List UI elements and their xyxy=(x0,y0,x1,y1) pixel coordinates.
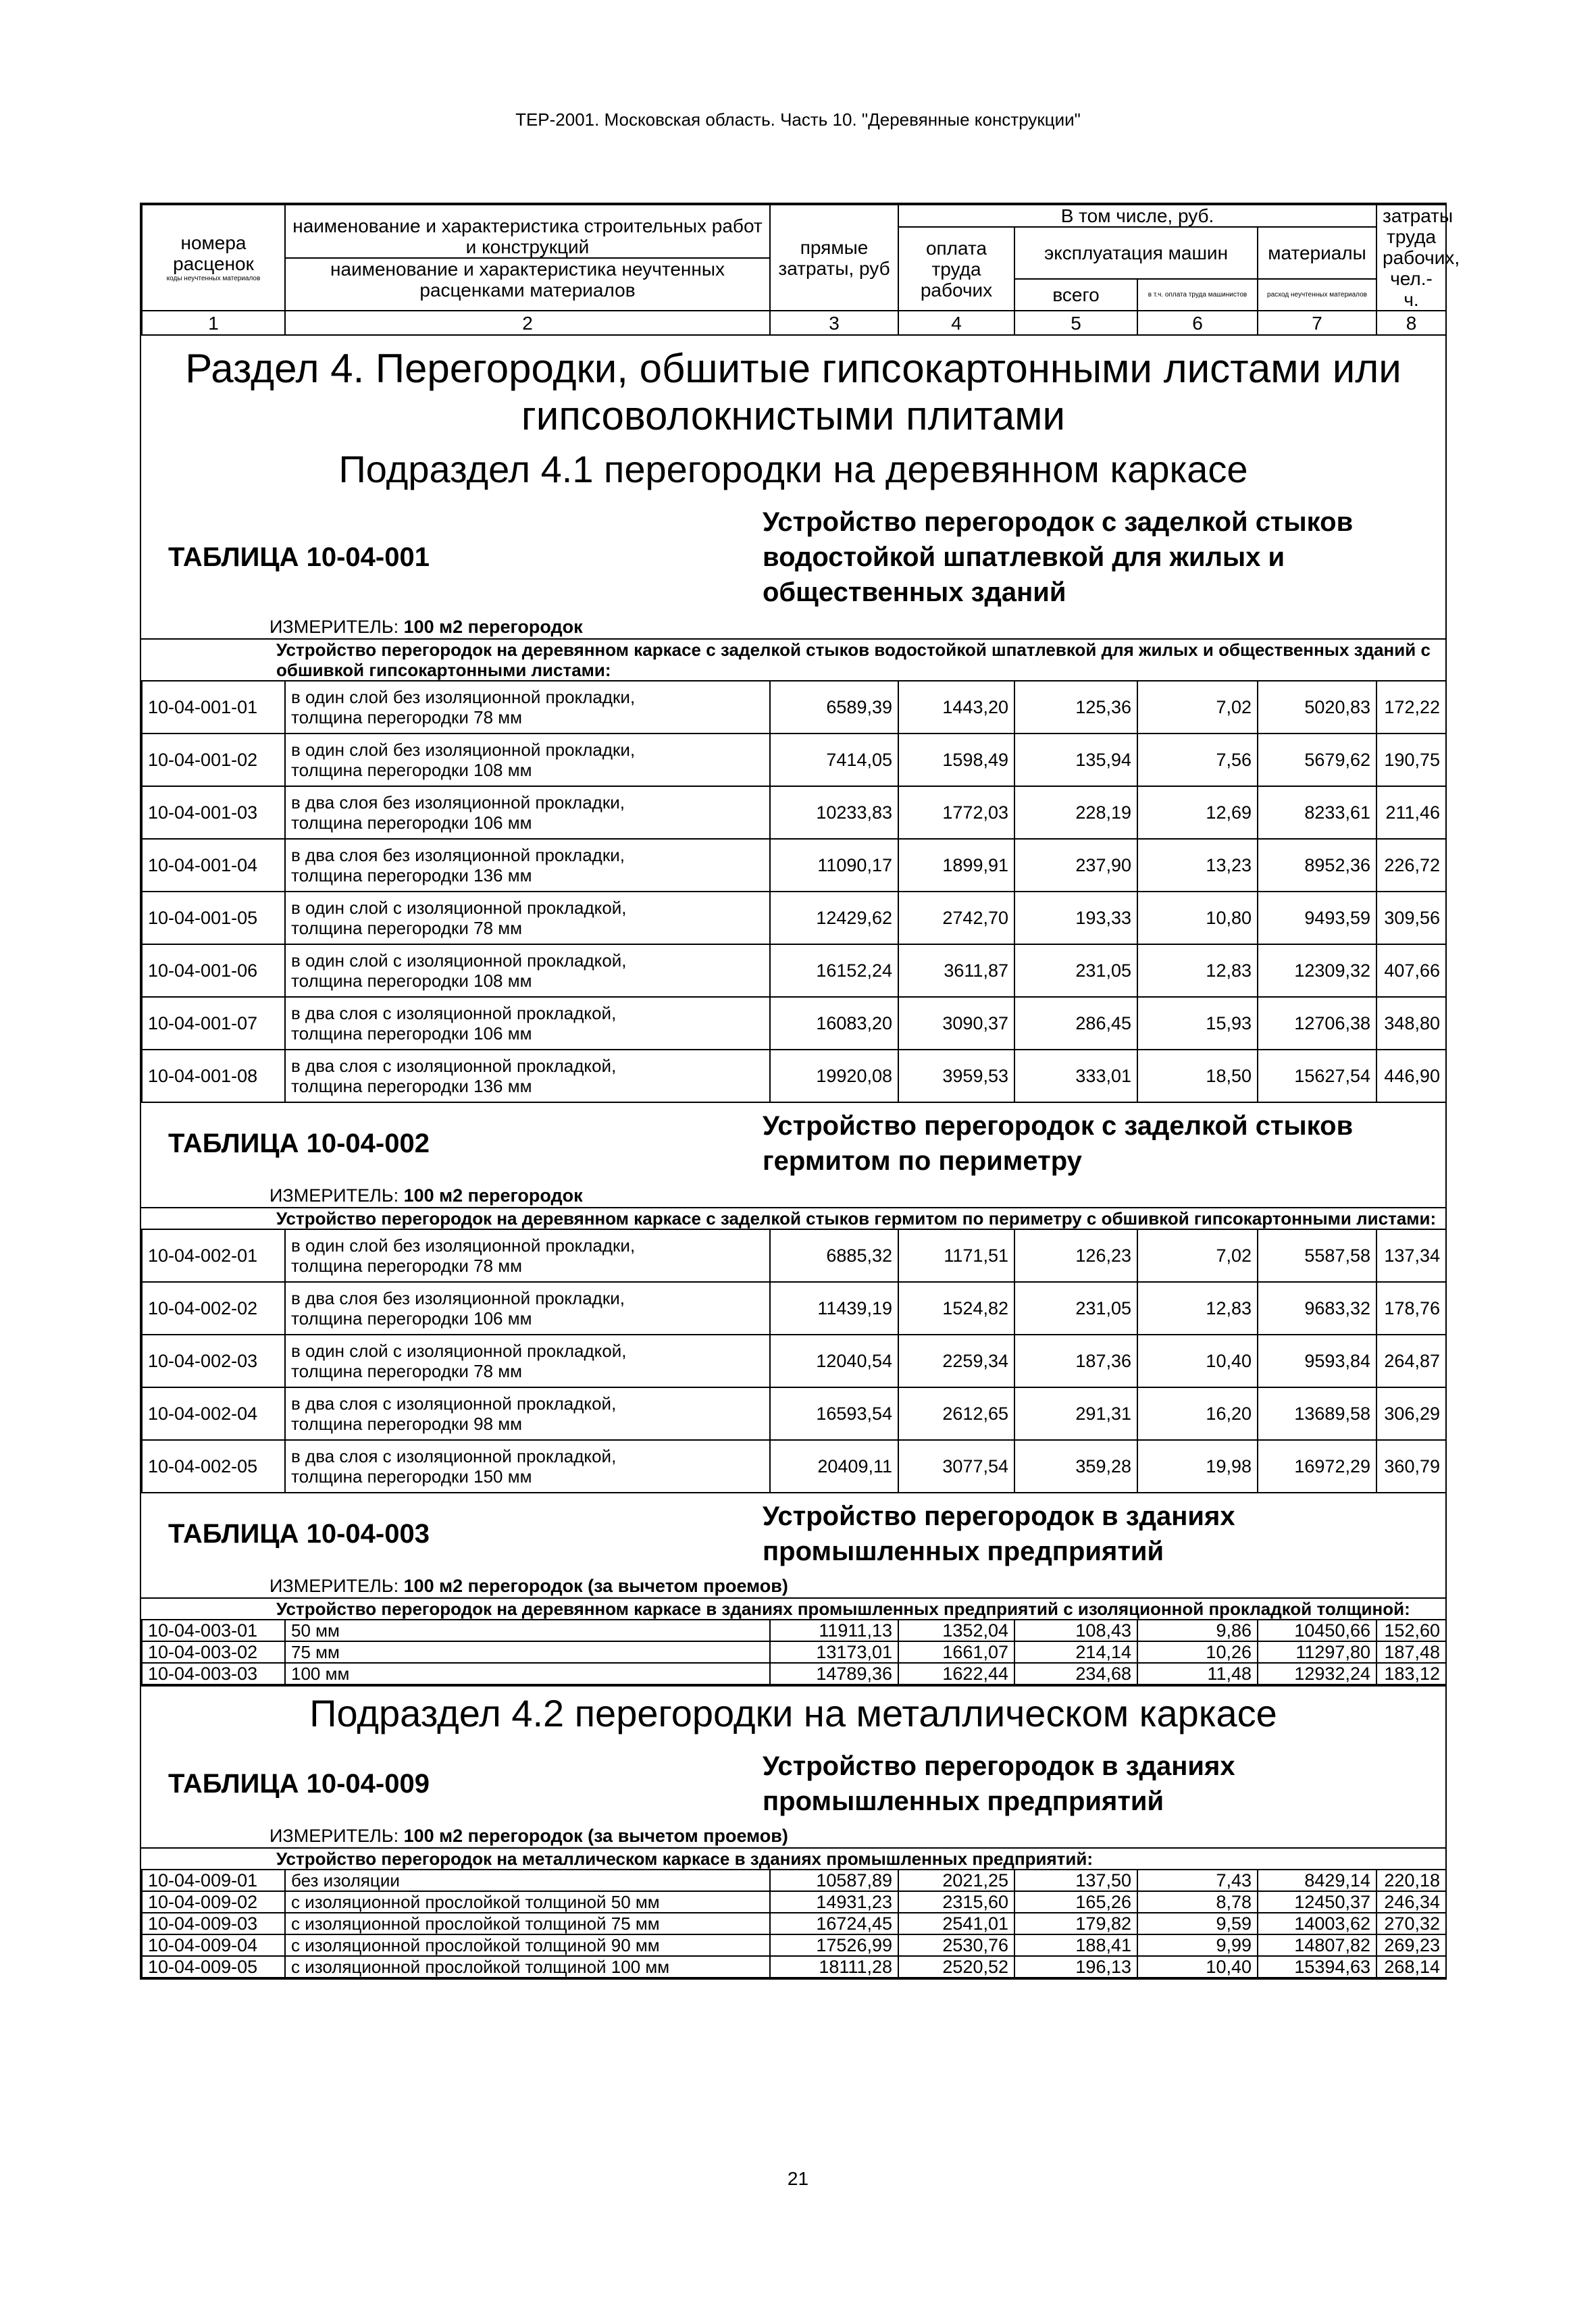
meter: ИЗМЕРИТЕЛЬ: 100 м2 перегородок (за вычетом проемов) xyxy=(269,1826,788,1846)
column-number: 6 xyxy=(1137,311,1258,335)
rate-value: 10,80 xyxy=(1137,892,1258,944)
rate-value: 19,98 xyxy=(1137,1440,1258,1493)
rate-code: 10-04-003-01 xyxy=(142,1620,285,1641)
rate-description: с изоляционной прослойкой толщиной 50 мм xyxy=(285,1891,770,1913)
rate-value: 187,36 xyxy=(1014,1335,1137,1387)
rate-value: 309,56 xyxy=(1376,892,1446,944)
rate-value: 12040,54 xyxy=(770,1335,898,1387)
rate-value: 7,56 xyxy=(1137,734,1258,786)
rate-value: 7,02 xyxy=(1137,681,1258,734)
rate-value: 246,34 xyxy=(1376,1891,1446,1913)
rate-value: 2742,70 xyxy=(898,892,1014,944)
rate-value: 214,14 xyxy=(1014,1641,1137,1663)
rates-table xyxy=(141,1869,1447,1978)
rate-value: 306,29 xyxy=(1376,1387,1446,1440)
rate-code: 10-04-009-03 xyxy=(142,1913,285,1934)
rate-code: 10-04-001-04 xyxy=(142,839,285,892)
rate-value: 183,12 xyxy=(1376,1663,1446,1685)
table-row xyxy=(142,734,1446,786)
rate-value: 9,86 xyxy=(1137,1620,1258,1641)
meter: ИЗМЕРИТЕЛЬ: 100 м2 перегородок xyxy=(269,1185,583,1206)
rate-code: 10-04-002-01 xyxy=(142,1229,285,1282)
rate-value: 15627,54 xyxy=(1258,1050,1376,1102)
table-title: Устройство перегородок с заделкой стыков гермитом по периметру xyxy=(763,1111,1354,1176)
rate-description: с изоляционной прослойкой толщиной 75 мм xyxy=(285,1913,770,1934)
rate-value: 137,50 xyxy=(1014,1870,1137,1891)
rate-value: 5020,83 xyxy=(1258,681,1376,734)
rate-description: в два слоя без изоляционной прокладки, толщина перегородки 106 мм xyxy=(285,786,770,839)
header-wages: оплата труда рабочих xyxy=(898,227,1014,311)
rate-description: в один слой без изоляционной прокладки, толщина перегородки 108 мм xyxy=(285,734,770,786)
rate-value: 188,41 xyxy=(1014,1934,1137,1956)
rate-code: 10-04-001-08 xyxy=(142,1050,285,1102)
rate-value: 360,79 xyxy=(1376,1440,1446,1493)
header-labor: затраты труда рабочих, чел.-ч. xyxy=(1376,205,1446,311)
section-title: Раздел 4. Перегородки, обшитые гипсокартонными листами или гипсоволокнистыми плитами xyxy=(185,346,1401,438)
rate-value: 1524,82 xyxy=(898,1282,1014,1335)
rate-value: 3611,87 xyxy=(898,944,1014,997)
table-row xyxy=(142,1891,1446,1913)
rate-code: 10-04-001-02 xyxy=(142,734,285,786)
rate-value: 11297,80 xyxy=(1258,1641,1376,1663)
rate-value: 187,48 xyxy=(1376,1641,1446,1663)
rate-value: 2315,60 xyxy=(898,1891,1014,1913)
rate-value: 10,40 xyxy=(1137,1335,1258,1387)
rate-value: 286,45 xyxy=(1014,997,1137,1050)
rate-value: 196,13 xyxy=(1014,1956,1137,1978)
rate-value: 8233,61 xyxy=(1258,786,1376,839)
rate-value: 10450,66 xyxy=(1258,1620,1376,1641)
table-id: ТАБЛИЦА 10-04-003 xyxy=(168,1518,430,1549)
header-names: наименование и характеристика строительных работ и конструкций наименование и характеристика неучтенных расценками материалов xyxy=(285,205,770,311)
rate-description: в два слоя без изоляционной прокладки, толщина перегородки 136 мм xyxy=(285,839,770,892)
rate-code: 10-04-001-06 xyxy=(142,944,285,997)
table-row xyxy=(142,1870,1446,1891)
rate-value: 12429,62 xyxy=(770,892,898,944)
rate-value: 12,69 xyxy=(1137,786,1258,839)
rate-code: 10-04-009-05 xyxy=(142,1956,285,1978)
rate-code: 10-04-009-01 xyxy=(142,1870,285,1891)
rate-code: 10-04-009-04 xyxy=(142,1934,285,1956)
column-number: 3 xyxy=(770,311,898,335)
rate-value: 152,60 xyxy=(1376,1620,1446,1641)
table-row xyxy=(142,839,1446,892)
rate-value: 135,94 xyxy=(1014,734,1137,786)
table-row xyxy=(142,892,1446,944)
group-caption: Устройство перегородок на деревянном каркасе с заделкой стыков водостойкой шпатлевкой для жилых и общественных зданий с обшивкой гипсокартонными листами: xyxy=(141,638,1445,680)
rate-value: 348,80 xyxy=(1376,997,1446,1050)
rate-value: 18,50 xyxy=(1137,1050,1258,1102)
rate-code: 10-04-002-04 xyxy=(142,1387,285,1440)
table-row xyxy=(142,1387,1446,1440)
rate-code: 10-04-001-05 xyxy=(142,892,285,944)
column-number: 2 xyxy=(285,311,770,335)
rate-description: в два слоя с изоляционной прокладкой, толщина перегородки 150 мм xyxy=(285,1440,770,1493)
rate-value: 18111,28 xyxy=(770,1956,898,1978)
rate-value: 1598,49 xyxy=(898,734,1014,786)
table-row xyxy=(142,1050,1446,1102)
rate-value: 231,05 xyxy=(1014,1282,1137,1335)
table-heading xyxy=(141,499,1445,615)
rate-value: 11439,19 xyxy=(770,1282,898,1335)
price-table xyxy=(141,1493,1445,1685)
rate-value: 5587,58 xyxy=(1258,1229,1376,1282)
table-row xyxy=(142,1663,1446,1685)
rate-value: 1772,03 xyxy=(898,786,1014,839)
rate-value: 234,68 xyxy=(1014,1663,1137,1685)
rate-value: 3090,37 xyxy=(898,997,1014,1050)
rate-description: без изоляции xyxy=(285,1870,770,1891)
rate-value: 16083,20 xyxy=(770,997,898,1050)
rate-description: в один слой с изоляционной прокладкой, толщина перегородки 108 мм xyxy=(285,944,770,997)
rate-description: в один слой с изоляционной прокладкой, толщина перегородки 78 мм xyxy=(285,892,770,944)
rate-description: в два слоя с изоляционной прокладкой, толщина перегородки 106 мм xyxy=(285,997,770,1050)
rate-value: 5679,62 xyxy=(1258,734,1376,786)
subsection-title: Подраздел 4.2 перегородки на металлическом каркасе xyxy=(141,1685,1445,1743)
rate-value: 269,23 xyxy=(1376,1934,1446,1956)
rate-value: 211,46 xyxy=(1376,786,1446,839)
rate-value: 9683,32 xyxy=(1258,1282,1376,1335)
rate-value: 16,20 xyxy=(1137,1387,1258,1440)
rate-value: 2530,76 xyxy=(898,1934,1014,1956)
header-codes: номера расценок коды неучтенных материалов xyxy=(142,205,285,311)
rate-value: 1899,91 xyxy=(898,839,1014,892)
rate-value: 13689,58 xyxy=(1258,1387,1376,1440)
rate-code: 10-04-002-02 xyxy=(142,1282,285,1335)
rate-value: 15394,63 xyxy=(1258,1956,1376,1978)
rate-description: в один слой без изоляционной прокладки, толщина перегородки 78 мм xyxy=(285,681,770,734)
rate-value: 16593,54 xyxy=(770,1387,898,1440)
rate-code: 10-04-001-01 xyxy=(142,681,285,734)
rate-code: 10-04-003-02 xyxy=(142,1641,285,1663)
table-id: ТАБЛИЦА 10-04-002 xyxy=(168,1128,430,1158)
rate-value: 407,66 xyxy=(1376,944,1446,997)
header-machines: эксплуатация машин xyxy=(1014,227,1258,279)
rate-code: 10-04-001-03 xyxy=(142,786,285,839)
rate-value: 16724,45 xyxy=(770,1913,898,1934)
meter: ИЗМЕРИТЕЛЬ: 100 м2 перегородок (за вычетом проемов) xyxy=(269,1576,788,1596)
rate-value: 226,72 xyxy=(1376,839,1446,892)
rate-value: 16972,29 xyxy=(1258,1440,1376,1493)
rate-code: 10-04-001-07 xyxy=(142,997,285,1050)
rate-value: 12706,38 xyxy=(1258,997,1376,1050)
rate-description: 75 мм xyxy=(285,1641,770,1663)
meter: ИЗМЕРИТЕЛЬ: 100 м2 перегородок xyxy=(269,617,583,637)
group-caption: Устройство перегородок на деревянном каркасе в зданиях промышленных предприятий с изоляционной прокладкой толщиной: xyxy=(141,1597,1445,1619)
rate-value: 291,31 xyxy=(1014,1387,1137,1440)
rates-table xyxy=(141,1619,1447,1685)
rate-value: 9593,84 xyxy=(1258,1335,1376,1387)
rate-value: 1352,04 xyxy=(898,1620,1014,1641)
rate-code: 10-04-002-03 xyxy=(142,1335,285,1387)
rate-value: 19920,08 xyxy=(770,1050,898,1102)
rates-table xyxy=(141,1229,1447,1493)
rate-value: 3077,54 xyxy=(898,1440,1014,1493)
rate-value: 11,48 xyxy=(1137,1663,1258,1685)
rate-description: в один слой с изоляционной прокладкой, толщина перегородки 78 мм xyxy=(285,1335,770,1387)
page-header: ТЕР-2001. Московская область. Часть 10. "Деревянные конструкции" xyxy=(515,109,1081,130)
table-title: Устройство перегородок с заделкой стыков водостойкой шпатлевкой для жилых и общественных зданий xyxy=(763,507,1354,607)
price-sheet xyxy=(140,203,1460,1980)
rate-value: 1622,44 xyxy=(898,1663,1014,1685)
rate-value: 8,78 xyxy=(1137,1891,1258,1913)
rate-description: в два слоя с изоляционной прокладкой, толщина перегородки 136 мм xyxy=(285,1050,770,1102)
rate-value: 8952,36 xyxy=(1258,839,1376,892)
rate-value: 10,26 xyxy=(1137,1641,1258,1663)
rate-value: 2021,25 xyxy=(898,1870,1014,1891)
rate-value: 108,43 xyxy=(1014,1620,1137,1641)
rate-code: 10-04-009-02 xyxy=(142,1891,285,1913)
rate-value: 9493,59 xyxy=(1258,892,1376,944)
table-title: Устройство перегородок в зданиях промышленных предприятий xyxy=(763,1751,1235,1816)
rate-value: 14931,23 xyxy=(770,1891,898,1913)
table-row xyxy=(142,1229,1446,1282)
rate-value: 16152,24 xyxy=(770,944,898,997)
header-materials: материалы xyxy=(1258,227,1376,279)
rate-value: 10233,83 xyxy=(770,786,898,839)
rate-code: 10-04-002-05 xyxy=(142,1440,285,1493)
rate-value: 165,26 xyxy=(1014,1891,1137,1913)
header-including: В том числе, руб. xyxy=(898,205,1376,227)
rate-value: 11090,17 xyxy=(770,839,898,892)
rate-description: 50 мм xyxy=(285,1620,770,1641)
rate-value: 1171,51 xyxy=(898,1229,1014,1282)
rate-value: 2520,52 xyxy=(898,1956,1014,1978)
group-caption: Устройство перегородок на деревянном каркасе с заделкой стыков гермитом по периметру с обшивкой гипсокартонными листами: xyxy=(141,1207,1445,1229)
table-heading xyxy=(141,1103,1445,1184)
rate-description: с изоляционной прослойкой толщиной 100 мм xyxy=(285,1956,770,1978)
rate-value: 7,02 xyxy=(1137,1229,1258,1282)
header-machinist-wages: в т.ч. оплата труда машинистов xyxy=(1137,279,1258,311)
rate-value: 8429,14 xyxy=(1258,1870,1376,1891)
rate-value: 14807,82 xyxy=(1258,1934,1376,1956)
rate-value: 12450,37 xyxy=(1258,1891,1376,1913)
column-number: 7 xyxy=(1258,311,1376,335)
rate-description: в два слоя без изоляционной прокладки, толщина перегородки 106 мм xyxy=(285,1282,770,1335)
rate-value: 220,18 xyxy=(1376,1870,1446,1891)
rate-value: 3959,53 xyxy=(898,1050,1014,1102)
rate-description: с изоляционной прослойкой толщиной 90 мм xyxy=(285,1934,770,1956)
rates-table xyxy=(141,680,1447,1103)
rate-value: 14003,62 xyxy=(1258,1913,1376,1934)
table-row xyxy=(142,1282,1446,1335)
price-table xyxy=(141,1743,1445,1978)
price-table xyxy=(141,1103,1445,1493)
rate-value: 231,05 xyxy=(1014,944,1137,997)
table-row xyxy=(142,681,1446,734)
rate-value: 12,83 xyxy=(1137,1282,1258,1335)
rate-value: 446,90 xyxy=(1376,1050,1446,1102)
rate-value: 264,87 xyxy=(1376,1335,1446,1387)
table-row xyxy=(142,1934,1446,1956)
rate-value: 10,40 xyxy=(1137,1956,1258,1978)
group-caption: Устройство перегородок на металлическом каркасе в зданиях промышленных предприятий: xyxy=(141,1847,1445,1869)
rate-value: 2612,65 xyxy=(898,1387,1014,1440)
rate-value: 190,75 xyxy=(1376,734,1446,786)
rate-value: 359,28 xyxy=(1014,1440,1137,1493)
rate-value: 6885,32 xyxy=(770,1229,898,1282)
rate-value: 237,90 xyxy=(1014,839,1137,892)
table-row xyxy=(142,997,1446,1050)
rate-value: 178,76 xyxy=(1376,1282,1446,1335)
rate-value: 11911,13 xyxy=(770,1620,898,1641)
table-heading xyxy=(141,1743,1445,1824)
header-direct-costs: прямые затраты, руб xyxy=(770,205,898,311)
table-row xyxy=(142,1440,1446,1493)
rate-value: 193,33 xyxy=(1014,892,1137,944)
price-table xyxy=(141,499,1445,1103)
rate-value: 137,34 xyxy=(1376,1229,1446,1282)
table-row xyxy=(142,786,1446,839)
rate-value: 9,99 xyxy=(1137,1934,1258,1956)
table-row xyxy=(142,1620,1446,1641)
rate-value: 7414,05 xyxy=(770,734,898,786)
rate-value: 12932,24 xyxy=(1258,1663,1376,1685)
table-row xyxy=(142,1335,1446,1387)
rate-value: 172,22 xyxy=(1376,681,1446,734)
column-number: 8 xyxy=(1376,311,1446,335)
table-id: ТАБЛИЦА 10-04-009 xyxy=(168,1768,430,1799)
rate-value: 228,19 xyxy=(1014,786,1137,839)
rate-value: 7,43 xyxy=(1137,1870,1258,1891)
rate-description: 100 мм xyxy=(285,1663,770,1685)
rate-value: 20409,11 xyxy=(770,1440,898,1493)
rate-value: 13,23 xyxy=(1137,839,1258,892)
header-machines-total: всего xyxy=(1014,279,1137,311)
subsection-title: Подраздел 4.1 перегородки на деревянном каркасе xyxy=(338,448,1248,490)
rate-value: 10587,89 xyxy=(770,1870,898,1891)
rate-description: в один слой без изоляционной прокладки, толщина перегородки 78 мм xyxy=(285,1229,770,1282)
rate-value: 270,32 xyxy=(1376,1913,1446,1934)
rate-value: 17526,99 xyxy=(770,1934,898,1956)
column-number: 5 xyxy=(1014,311,1137,335)
rate-code: 10-04-003-03 xyxy=(142,1663,285,1685)
rate-description: в два слоя с изоляционной прокладкой, толщина перегородки 98 мм xyxy=(285,1387,770,1440)
header-unaccounted-materials: расход неучтенных материалов xyxy=(1258,279,1376,311)
rate-value: 9,59 xyxy=(1137,1913,1258,1934)
rate-value: 126,23 xyxy=(1014,1229,1137,1282)
rate-value: 268,14 xyxy=(1376,1956,1446,1978)
column-number: 1 xyxy=(142,311,285,335)
rate-value: 12309,32 xyxy=(1258,944,1376,997)
column-number: 4 xyxy=(898,311,1014,335)
page-number: 21 xyxy=(787,2168,809,2189)
rate-value: 14789,36 xyxy=(770,1663,898,1685)
rate-value: 13173,01 xyxy=(770,1641,898,1663)
table-row xyxy=(142,1641,1446,1663)
rate-value: 179,82 xyxy=(1014,1913,1137,1934)
table-title: Устройство перегородок в зданиях промышленных предприятий xyxy=(763,1501,1235,1566)
rate-value: 2259,34 xyxy=(898,1335,1014,1387)
rate-value: 15,93 xyxy=(1137,997,1258,1050)
table-row xyxy=(142,944,1446,997)
table-row xyxy=(142,1956,1446,1978)
table-row xyxy=(142,1913,1446,1934)
rate-value: 1661,07 xyxy=(898,1641,1014,1663)
table-id: ТАБЛИЦА 10-04-001 xyxy=(168,542,430,572)
rate-value: 333,01 xyxy=(1014,1050,1137,1102)
rate-value: 125,36 xyxy=(1014,681,1137,734)
rate-value: 1443,20 xyxy=(898,681,1014,734)
table-heading xyxy=(141,1493,1445,1574)
rate-value: 6589,39 xyxy=(770,681,898,734)
rate-value: 2541,01 xyxy=(898,1913,1014,1934)
column-header-table xyxy=(141,204,1460,336)
rate-value: 12,83 xyxy=(1137,944,1258,997)
